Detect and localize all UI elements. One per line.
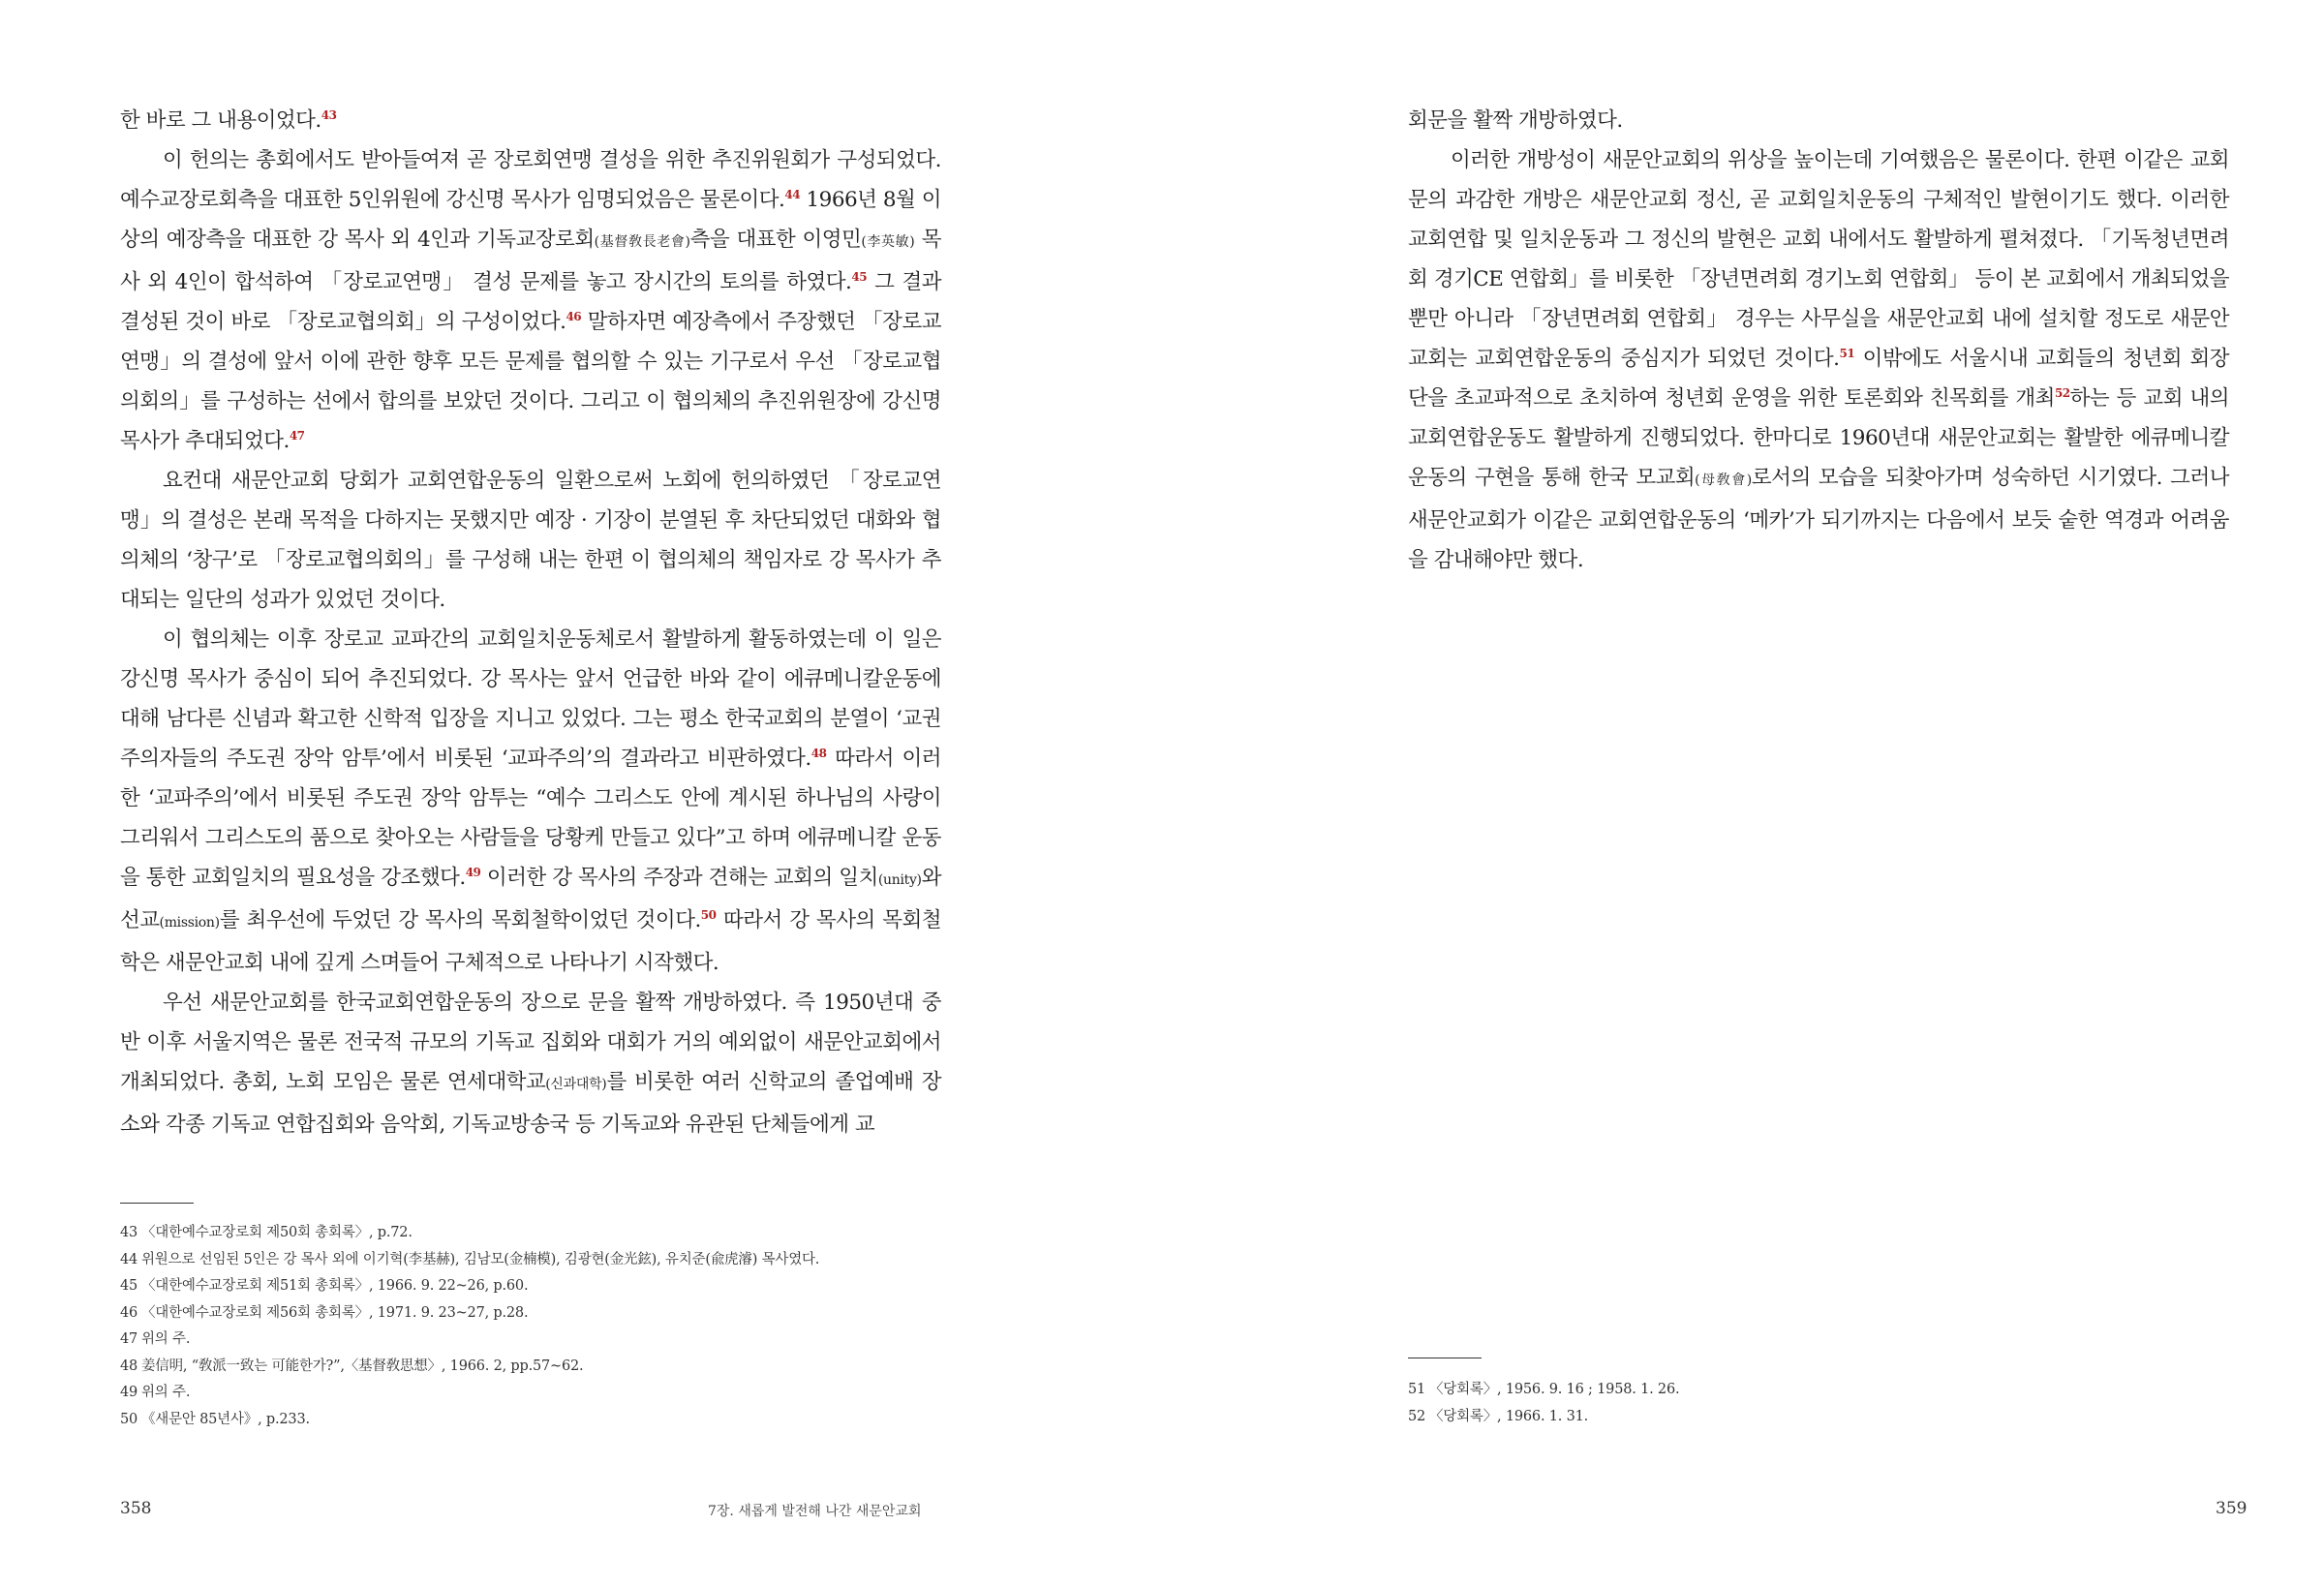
footnote xyxy=(120,1220,992,1247)
footnote-rule-left xyxy=(120,1203,194,1204)
footnote-text: 〈대한예수교장로회 제50회 총회록〉, p.72. xyxy=(141,1225,413,1240)
footnote-number: 44 xyxy=(120,1251,138,1267)
paragraph xyxy=(120,101,941,140)
paragraph-text: 이 협의체는 이후 장로교 교파간의 교회일치운동체로서 활발하게 활동하였는데 이 일은 강신명 목사가 중심이 되어 추진되었다. 강 목사는 앞서 언급한 바와 같이 에큐메니칼운동에 대해 남다른 신념과 확고한 신학적 입장을 지니고 있었다. 그는 평소 한국교회의 분열이 ‘교권주의자들의 주도권 장악 암투’에서 비롯된 ‘교파주의’의 결과라고 비판하였다. xyxy=(120,627,941,771)
paragraph-text: 말하자면 예장측에서 주장했던 「장로교연맹」의 결성에 앞서 이에 관한 향후 모든 문제를 협의할 수 있는 기구로서 우선 「장로교협의회의」를 구성하는 선에서 합의를 보았던 것이다. 그리고 이 협의체의 추진위원장에 강신명 목사가 추대되었다. xyxy=(120,310,941,453)
paragraph-text: 이러한 강 목사의 주장과 견해는 교회의 일치 xyxy=(480,866,878,890)
paragraph-text: 측을 대표한 이영민 xyxy=(689,228,862,252)
footnote-text: 姜信明, “敎派一致는 可能한가?”,〈基督敎思想〉, 1966. 2, pp.57~62. xyxy=(141,1358,584,1374)
footnote-reference: 50 xyxy=(700,907,717,922)
paragraph-text: 와 선교 xyxy=(120,866,941,932)
footnote-text: 〈대한예수교장로회 제51회 총회록〉, 1966. 9. 22~26, p.60. xyxy=(141,1278,529,1294)
paragraph-text: 를 비롯한 여러 신학교의 졸업예배 장소와 각종 기독교 연합집회와 음악회, 기독교방송국 등 기독교와 유관된 단체들에게 교 xyxy=(120,1070,941,1137)
inline-annotation: (mission) xyxy=(159,915,220,931)
paragraph xyxy=(120,620,941,983)
footnote-text: 〈당회록〉, 1956. 9. 16 ; 1958. 1. 26. xyxy=(1429,1382,1680,1397)
footnote-text: 〈당회록〉, 1966. 1. 31. xyxy=(1429,1408,1589,1424)
footnote xyxy=(120,1380,992,1407)
footnote-reference: 51 xyxy=(1839,346,1855,360)
paragraph-text: 로서의 모습을 되찾아가며 성숙하던 시기였다. 그러나 새문안교회가 이같은 교회연합운동의 ‘메카’가 되기까지는 다음에서 보듯 숱한 역경과 어려움을 감내해야만 했다. xyxy=(1408,466,2229,572)
footnote-text: 위의 주. xyxy=(141,1385,191,1400)
right-footnotes xyxy=(1408,1377,2279,1430)
footnote-number: 49 xyxy=(120,1385,138,1400)
footnote xyxy=(120,1273,992,1300)
footnote xyxy=(120,1407,992,1434)
footnote xyxy=(120,1327,992,1354)
footnote xyxy=(1408,1404,2279,1431)
footnote-text: 위원으로 선임된 5인은 강 목사 외에 이기혁(李基赫), 김남모(金楠模), 김광현(金光鉉), 유치준(兪虎濬) 목사였다. xyxy=(141,1251,820,1267)
footnote-reference: 45 xyxy=(851,269,868,284)
paragraph-text: 회문을 활짝 개방하였다. xyxy=(1408,108,1623,133)
footnote-reference: 52 xyxy=(2054,385,2070,400)
left-footnotes xyxy=(120,1220,992,1433)
page-number-left: 358 xyxy=(120,1499,152,1518)
paragraph xyxy=(120,983,941,1144)
paragraph xyxy=(120,461,941,620)
footnote-reference: 47 xyxy=(289,428,305,443)
paragraph-text: 1966년 8월 이상의 예장측을 대표한 강 목사 외 4인과 기독교장로회 xyxy=(120,188,941,252)
footnote-number: 46 xyxy=(120,1304,138,1321)
paragraph-text: 따라서 강 목사의 목회철학은 새문안교회 내에 깊게 스며들어 구체적으로 나타나기 시작했다. xyxy=(120,908,941,975)
inline-annotation: (基督敎長老會) xyxy=(594,234,690,250)
footnote-text: 《새문안 85년사》, p.233. xyxy=(141,1411,310,1427)
footnote-number: 51 xyxy=(1408,1382,1426,1397)
paragraph-text: 요컨대 새문안교회 당회가 교회연합운동의 일환으로써 노회에 헌의하였던 「장로교연맹」의 결성은 본래 목적을 다하지는 못했지만 예장 · 기장이 분열된 후 차단되었던 대화와 협의체의 ‘창구’로 「장로교협의회의」를 구성해 내는 한편 이 협의체의 책임자로 강 목사가 추대되는 일단의 성과가 있었던 것이다. xyxy=(120,469,941,612)
running-title: 7장. 새롭게 발전해 나간 새문안교회 xyxy=(708,1504,922,1519)
paragraph-text: 그 결과 결성된 것이 바로 「장로교협의회」의 구성이었다. xyxy=(120,270,941,334)
right-page xyxy=(1162,0,2324,1587)
footnote-reference: 49 xyxy=(465,865,481,879)
inline-annotation: (신과대학) xyxy=(545,1077,607,1092)
paragraph-text: 이밖에도 서울시내 교회들의 청년회 회장단을 초교파적으로 초치하여 청년회 운영을 위한 토론회와 친목회를 개최 xyxy=(1408,347,2229,411)
footnote-text: 위의 주. xyxy=(141,1331,191,1347)
footnote-number: 47 xyxy=(120,1331,138,1347)
footnote-text: 〈대한예수교장로회 제56회 총회록〉, 1971. 9. 23~27, p.28. xyxy=(141,1304,529,1321)
footnote-number: 52 xyxy=(1408,1408,1426,1424)
paragraph-text: 목사 외 4인이 합석하여 「장로교연맹」 결성 문제를 놓고 장시간의 토의를 하였다. xyxy=(120,228,941,294)
page-number-right: 359 xyxy=(2216,1499,2248,1518)
footnote-number: 50 xyxy=(120,1411,138,1427)
footnote xyxy=(120,1354,992,1381)
footnote-number: 43 xyxy=(120,1225,138,1240)
paragraph-text: 우선 새문안교회를 한국교회연합운동의 장으로 문을 활짝 개방하였다. 즉 1950년대 중반 이후 서울지역은 물론 전국적 규모의 기독교 집회와 대회가 거의 예외없이 새문안교회에서 개최되었다. 총회, 노회 모임은 물론 연세대학교 xyxy=(120,991,941,1094)
inline-annotation: (李英敏) xyxy=(861,234,915,250)
footnote-number: 48 xyxy=(120,1358,138,1374)
footnote xyxy=(1408,1377,2279,1404)
paragraph-text: 하는 등 교회 내의 교회연합운동도 활발하게 진행되었다. 한마디로 1960년대 새문안교회는 활발한 에큐메니칼운동의 구현을 통해 한국 모교회 xyxy=(1408,386,2229,490)
footnote-reference: 44 xyxy=(784,187,801,201)
footnote xyxy=(120,1247,992,1274)
paragraph xyxy=(1408,101,2229,140)
inline-annotation: (母敎會) xyxy=(1695,473,1752,488)
left-body-text xyxy=(120,101,941,1144)
right-body-text xyxy=(1408,101,2229,580)
paragraph-text: 이 헌의는 총회에서도 받아들여져 곧 장로회연맹 결성을 위한 추진위원회가 구성되었다. 예수교장로회측을 대표한 5인위원에 강신명 목사가 임명되었음은 물론이다. xyxy=(120,148,941,212)
paragraph-text: 따라서 이러한 ‘교파주의’에서 비롯된 주도권 장악 암투는 “예수 그리스도 안에 계시된 하나님의 사랑이 그리워서 그리스도의 품으로 찾아오는 사람들을 당황케 만들고 있다”고 하며 에큐메니칼 운동을 통한 교회일치의 필요성을 강조했다. xyxy=(120,747,941,890)
footnote-reference: 43 xyxy=(321,107,337,122)
footnote xyxy=(120,1300,992,1328)
footnote-number: 45 xyxy=(120,1278,138,1294)
footnote-reference: 46 xyxy=(566,309,582,323)
paragraph-text: 이러한 개방성이 새문안교회의 위상을 높이는데 기여했음은 물론이다. 한편 이같은 교회문의 과감한 개방은 새문안교회 정신, 곧 교회일치운동의 구체적인 발현이기도 했다. 이러한 교회연합 및 일치운동과 그 정신의 발현은 교회 내에서도 활발하게 펼쳐졌다. 「기독청년면려회 경기CE 연합회」를 비롯한 「장년면려회 경기노회 연합회」 등이 본 교회에서 개최되었을 뿐만 아니라 「장년면려회 연합회」 경우는 사무실을 새문안교회 내에 설치할 정도로 새문안교회는 교회연합운동의 중심지가 되었던 것이다. xyxy=(1408,148,2229,371)
paragraph xyxy=(120,140,941,461)
inline-annotation: (unity) xyxy=(877,872,922,888)
paragraph-text: 를 최우선에 두었던 강 목사의 목회철학이었던 것이다. xyxy=(219,908,701,932)
paragraph-text: 한 바로 그 내용이었다. xyxy=(120,108,321,133)
footnote-reference: 48 xyxy=(810,746,827,760)
paragraph xyxy=(1408,140,2229,580)
